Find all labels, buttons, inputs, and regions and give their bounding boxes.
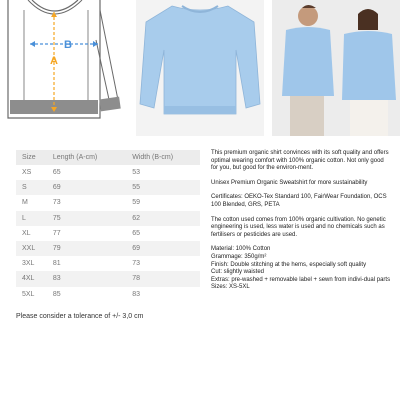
description-certificates: Certificates: OEKO-Tex Standard 100, FairWear Foundation, OCS 100 Blended, GRS, PETA <box>211 194 387 208</box>
table-row <box>16 287 200 302</box>
cell-size: 4XL <box>16 271 47 286</box>
cell-size: L <box>16 211 47 226</box>
spec-extras: Extras: pre-washed + removable label + sewn from indivi-dual parts <box>211 276 391 283</box>
spec-finish: Finish: Double stitching at the hems, especially soft quality <box>211 261 367 268</box>
cell-width: 62 <box>126 211 200 226</box>
cell-size: 3XL <box>22 260 35 268</box>
cell-length: 85 <box>52 290 61 298</box>
table-row <box>16 226 200 241</box>
header-width: Width (B-cm) <box>126 150 200 165</box>
cell-size: XXL <box>16 241 47 256</box>
cell-length: 77 <box>52 229 61 237</box>
cell-length: 81 <box>52 260 61 268</box>
spec-list <box>211 246 391 292</box>
spec-sizes: Sizes: XS-5XL <box>211 284 250 291</box>
sweatshirt-outline-drawing <box>0 0 128 136</box>
cell-length: 65 <box>52 169 61 177</box>
header-length: Length (A-cm) <box>47 150 126 165</box>
table-row <box>16 256 200 271</box>
cuff-band <box>99 97 120 112</box>
tolerance-note: Please consider a tolerance of +/- 3,0 cm <box>16 313 144 320</box>
cell-length: 75 <box>47 211 126 226</box>
header-size: Size <box>16 150 47 165</box>
cell-length: 83 <box>47 271 126 286</box>
cell-size: XL <box>22 229 31 237</box>
cell-width: 65 <box>132 229 141 237</box>
cell-length: 79 <box>47 241 126 256</box>
measurement-diagram <box>0 0 128 136</box>
cell-size: XS <box>22 169 32 177</box>
table-row <box>16 165 200 180</box>
cell-width: 78 <box>126 271 200 286</box>
size-table <box>16 150 200 302</box>
cell-width: 59 <box>132 199 141 207</box>
description-intro: This premium organic shirt convinces with its soft quality and offers optimal wearing comfort with 100% organic cotton. Not only good for you, but good for the environ-ment. <box>211 150 389 172</box>
table-row <box>16 211 200 226</box>
cell-length: 73 <box>52 199 61 207</box>
description-cotton: The cotton used comes from 100% organic cultivation. No genetic engineering is used, less water is used and no chemicals such as fertilisers or pesticides are used. <box>211 216 386 238</box>
spec-grammage: Grammage: 350g/m² <box>211 253 267 260</box>
models-photo <box>272 0 400 136</box>
table-row <box>16 195 200 210</box>
size-table-header <box>16 150 200 165</box>
label-b: B <box>64 39 72 51</box>
table-row <box>16 241 200 256</box>
cell-size: S <box>16 180 47 195</box>
cell-width: 69 <box>126 241 200 256</box>
cell-width: 83 <box>132 290 141 298</box>
sweatshirt-product-image <box>136 0 264 136</box>
cell-size: 5XL <box>22 290 35 298</box>
product-photo <box>136 0 264 136</box>
spec-cut: Cut: slightly waisted <box>211 269 265 276</box>
cell-length: 69 <box>47 180 126 195</box>
product-description <box>211 150 391 292</box>
cell-width: 53 <box>132 169 141 177</box>
cell-size: M <box>22 199 28 207</box>
cell-width: 55 <box>126 180 200 195</box>
models-image <box>272 0 400 136</box>
table-row <box>16 271 200 286</box>
table-row <box>16 180 200 195</box>
spec-material: Material: 100% Cotton <box>211 246 271 253</box>
label-a: A <box>50 55 58 67</box>
description-tagline: Unisex Premium Organic Sweatshirt for more sustainability <box>211 179 368 186</box>
cell-width: 73 <box>132 260 141 268</box>
